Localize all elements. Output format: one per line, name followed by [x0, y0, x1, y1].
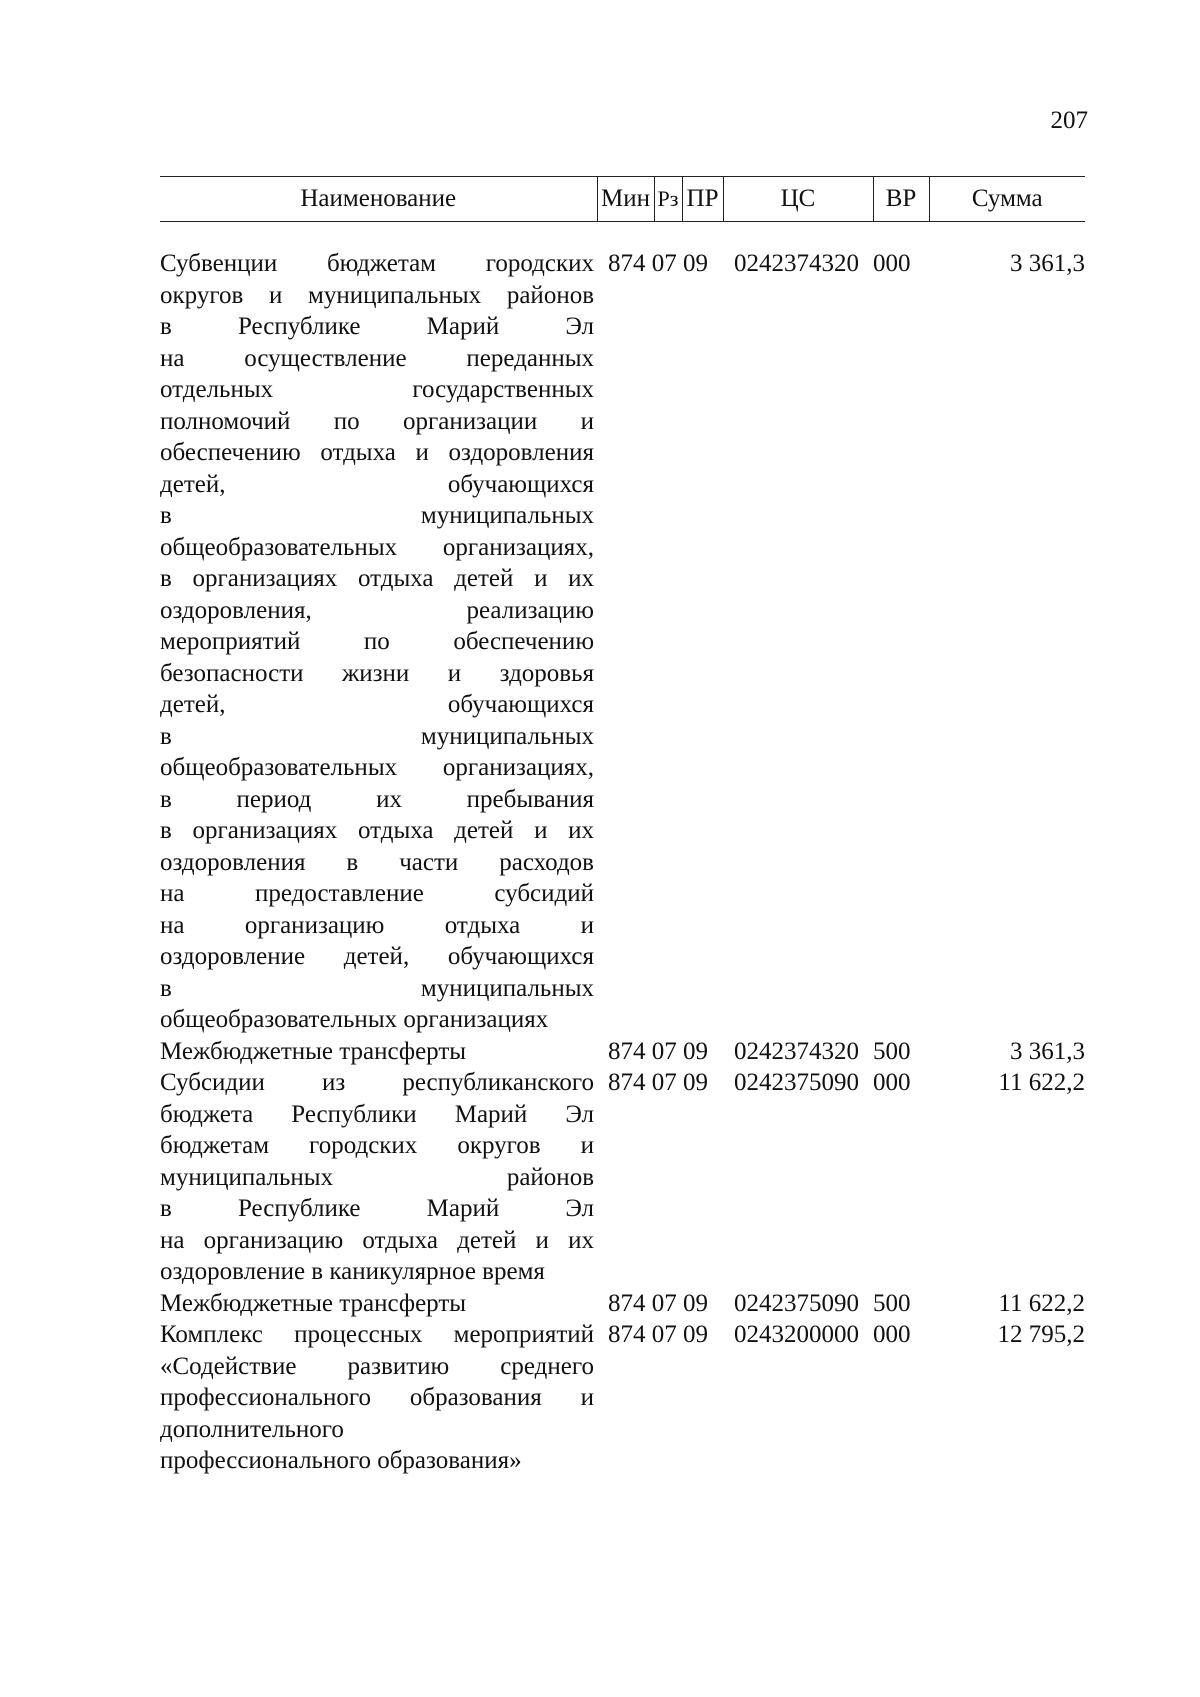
- row-name-line: на организацию отдыха детей и их: [160, 1226, 594, 1254]
- row-name-line: в организациях отдыха детей и их: [160, 817, 594, 844]
- row-name-line: в Республике Марий Эл: [160, 1195, 594, 1222]
- row-name-line: общеобразовательных организациях,: [160, 533, 594, 561]
- row-vr: 000: [873, 1069, 911, 1096]
- row-name-line: профессионального образования»: [160, 1447, 522, 1474]
- row-name-line: Комплекс процессных мероприятий: [160, 1321, 594, 1348]
- header-pr: ПР: [682, 177, 723, 222]
- row-name-line: на предоставление субсидий: [160, 880, 594, 907]
- row-name-line: в организациях отдыха детей и их: [160, 565, 594, 592]
- row-name-line: оздоровления, реализацию: [160, 596, 594, 624]
- row-codes: 874 07 09: [608, 250, 708, 277]
- row-name-line: в муниципальных: [160, 974, 594, 1002]
- row-sum: 11 622,2: [998, 1289, 1085, 1317]
- row-name-line: в муниципальных: [160, 722, 594, 750]
- header-rz: Рз: [654, 177, 682, 222]
- table-row: [160, 248, 1085, 1036]
- table-body: [160, 222, 1085, 1477]
- row-name: [160, 248, 597, 1036]
- row-name-line: Межбюджетные трансферты: [160, 1289, 467, 1317]
- row-name-line: на организацию отдыха и: [160, 911, 594, 939]
- budget-table: [160, 176, 1085, 1477]
- row-codes: 874 07 09: [608, 1037, 708, 1065]
- row-sum: 12 795,2: [997, 1321, 1085, 1348]
- table-row: [160, 1319, 1085, 1477]
- row-sum: 3 361,3: [1010, 1037, 1085, 1065]
- row-name: [160, 1319, 597, 1477]
- table-row: [160, 1036, 1085, 1068]
- row-name-line: оздоровления в части расходов: [160, 848, 594, 876]
- row-sum: 3 361,3: [1010, 250, 1085, 277]
- row-name-line: профессионального образования и: [160, 1384, 594, 1411]
- row-cs: 0242374320: [734, 1037, 859, 1065]
- row-sum: 11 622,2: [998, 1069, 1085, 1096]
- row-name-line: Субвенции бюджетам городских: [160, 250, 594, 277]
- row-name-line: отдельных государственных: [160, 376, 594, 403]
- row-codes: 874 07 09: [608, 1069, 708, 1096]
- header-name: Наименование: [160, 177, 597, 222]
- row-name-line: обеспечению отдыха и оздоровления: [160, 439, 594, 466]
- row-name-line: Межбюджетные трансферты: [160, 1037, 467, 1065]
- row-name-line: детей, обучающихся: [160, 470, 594, 498]
- header-cs: ЦС: [723, 177, 873, 222]
- row-vr: 000: [873, 1321, 911, 1348]
- row-name-line: общеобразовательных организациях,: [160, 754, 594, 781]
- row-name-line: муниципальных районов: [160, 1163, 594, 1191]
- row-vr: 500: [873, 1037, 911, 1065]
- header-sum: Сумма: [929, 177, 1085, 222]
- table-row: [160, 1067, 1085, 1288]
- row-vr: 000: [873, 250, 911, 277]
- header-min: Мин: [597, 177, 654, 222]
- row-name-line: «Содействие развитию среднего: [160, 1352, 594, 1380]
- row-cs: 0242375090: [734, 1069, 859, 1096]
- row-name-line: округов и муниципальных районов: [160, 281, 594, 309]
- row-name-line: оздоровление в каникулярное время: [160, 1258, 545, 1285]
- row-vr: 500: [873, 1289, 911, 1317]
- row-name-line: в муниципальных: [160, 502, 594, 529]
- row-name-line: полномочий по организации и: [160, 407, 594, 435]
- row-cs: 0242375090: [734, 1289, 859, 1317]
- row-name-line: дополнительного: [160, 1415, 344, 1443]
- row-name-line: детей, обучающихся: [160, 691, 594, 718]
- row-codes: 874 07 09: [608, 1321, 708, 1348]
- row-name-line: общеобразовательных организациях: [160, 1006, 549, 1033]
- row-name-line: безопасности жизни и здоровья: [160, 659, 594, 687]
- row-name-line: бюджетам городских округов и: [160, 1132, 594, 1159]
- table-header: [160, 177, 1085, 222]
- row-name-line: в период их пребывания: [160, 785, 594, 813]
- row-name-line: оздоровление детей, обучающихся: [160, 943, 594, 970]
- row-name-line: мероприятий по обеспечению: [160, 628, 594, 655]
- row-name: [160, 1067, 597, 1288]
- row-name-line: Субсидии из республиканского: [160, 1069, 594, 1096]
- row-cs: 0243200000: [734, 1321, 859, 1348]
- row-name-line: бюджета Республики Марий Эл: [160, 1100, 594, 1128]
- table-row: [160, 1288, 1085, 1320]
- row-name: [160, 1288, 597, 1320]
- page-number: 207: [1050, 107, 1088, 134]
- header-vr: ВР: [873, 177, 929, 222]
- row-name: [160, 1036, 597, 1068]
- row-codes: 874 07 09: [608, 1289, 708, 1317]
- row-name-line: на осуществление переданных: [160, 344, 594, 372]
- row-cs: 0242374320: [734, 250, 859, 277]
- row-name-line: в Республике Марий Эл: [160, 313, 594, 340]
